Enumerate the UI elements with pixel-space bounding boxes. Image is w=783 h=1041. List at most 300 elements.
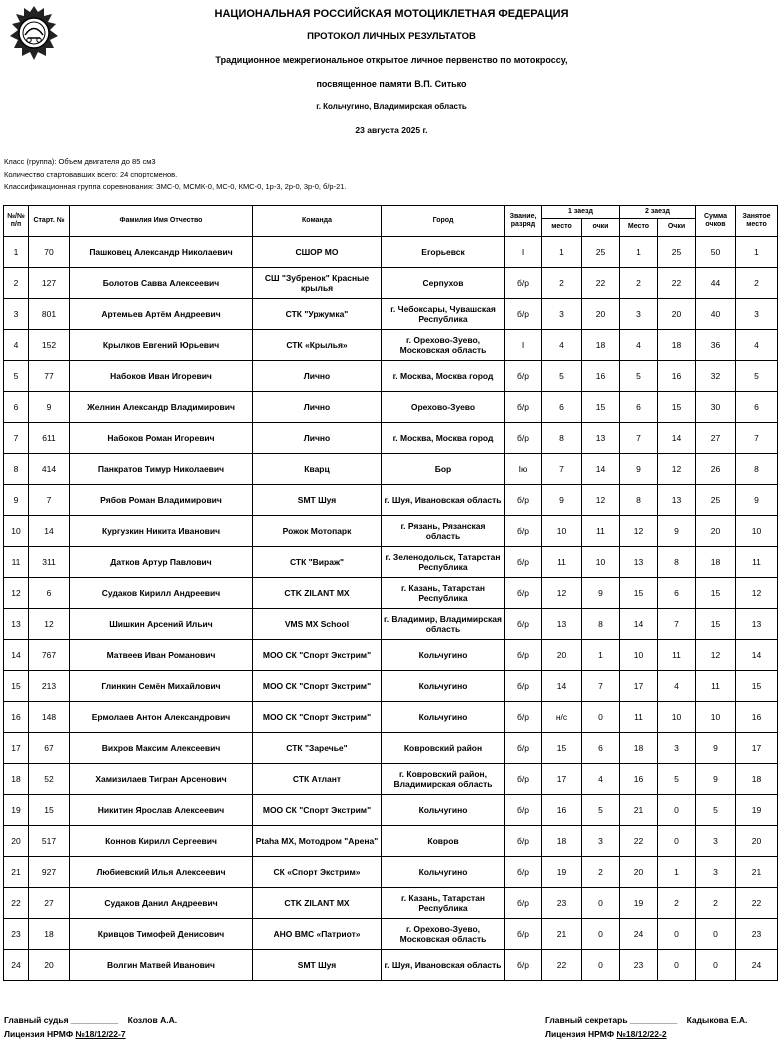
cell-final-place: 20 [736, 826, 778, 857]
cell-heat1-place: 14 [542, 671, 582, 702]
cell-no: 3 [4, 299, 29, 330]
cell-athlete-name: Набоков Роман Игоревич [70, 423, 253, 454]
cell-heat1-points: 0 [582, 919, 620, 950]
protocol-title: ПРОТОКОЛ ЛИЧНЫХ РЕЗУЛЬТАТОВ [307, 31, 476, 42]
chief-secretary-name: Кадыкова Е.А. [686, 1015, 748, 1025]
col-header-start: Старт. № [29, 206, 70, 237]
cell-city: г. Казань, Татарстан Республика [382, 888, 505, 919]
table-row [4, 609, 778, 640]
cell-points-sum: 3 [696, 826, 736, 857]
cell-heat2-points: 2 [658, 888, 696, 919]
cell-city: г. Зеленодольск, Татарстан Республика [382, 547, 505, 578]
cell-no: 18 [4, 764, 29, 795]
cell-no: 5 [4, 361, 29, 392]
cell-heat1-points: 13 [582, 423, 620, 454]
cell-rank: б/р [505, 764, 542, 795]
class-info: Класс (группа): Объем двигателя до 85 см3 [4, 157, 156, 166]
cell-team: VMS MX School [253, 609, 382, 640]
cell-rank: б/р [505, 795, 542, 826]
cell-athlete-name: Судаков Данил Андреевич [70, 888, 253, 919]
chief-secretary-license [545, 1029, 667, 1039]
cell-heat1-place: 7 [542, 454, 582, 485]
cell-no: 20 [4, 826, 29, 857]
cell-start-number: 927 [29, 857, 70, 888]
cell-start-number: 611 [29, 423, 70, 454]
cell-city: Ковров [382, 826, 505, 857]
cell-athlete-name: Любиевский Илья Алексеевич [70, 857, 253, 888]
cell-final-place: 10 [736, 516, 778, 547]
cell-city: Бор [382, 454, 505, 485]
table-row [4, 857, 778, 888]
cell-heat1-place: 20 [542, 640, 582, 671]
cell-points-sum: 32 [696, 361, 736, 392]
chief-judge-label: Главный судья __________ [4, 1015, 119, 1025]
cell-heat1-points: 20 [582, 299, 620, 330]
cell-athlete-name: Кургузкин Никита Иванович [70, 516, 253, 547]
cell-team: МОО СК "Спорт Экстрим" [253, 640, 382, 671]
cell-city: Орехово-Зуево [382, 392, 505, 423]
table-row [4, 671, 778, 702]
cell-rank: б/р [505, 268, 542, 299]
cell-city: Кольчугино [382, 671, 505, 702]
cell-heat2-place: 2 [620, 268, 658, 299]
cell-city: г. Владимир, Владимирская область [382, 609, 505, 640]
cell-team: Кварц [253, 454, 382, 485]
chief-secretary [545, 1015, 747, 1025]
cell-heat2-points: 11 [658, 640, 696, 671]
cell-heat2-points: 9 [658, 516, 696, 547]
cell-points-sum: 11 [696, 671, 736, 702]
cell-no: 9 [4, 485, 29, 516]
cell-heat1-points: 14 [582, 454, 620, 485]
cell-heat2-place: 24 [620, 919, 658, 950]
cell-city: г. Шуя, Ивановская область [382, 485, 505, 516]
cell-rank: б/р [505, 950, 542, 981]
cell-start-number: 517 [29, 826, 70, 857]
cell-heat2-points: 12 [658, 454, 696, 485]
chief-secretary-label: Главный секретарь __________ [545, 1015, 678, 1025]
cell-athlete-name: Глинкин Семён Михайлович [70, 671, 253, 702]
table-row [4, 454, 778, 485]
table-row [4, 237, 778, 268]
cell-no: 19 [4, 795, 29, 826]
cell-heat2-place: 15 [620, 578, 658, 609]
cell-rank: б/р [505, 609, 542, 640]
cell-heat2-points: 0 [658, 919, 696, 950]
cell-rank: б/р [505, 392, 542, 423]
table-row [4, 485, 778, 516]
cell-city: Серпухов [382, 268, 505, 299]
cell-heat2-place: 12 [620, 516, 658, 547]
cell-heat2-place: 7 [620, 423, 658, 454]
cell-points-sum: 44 [696, 268, 736, 299]
cell-rank: б/р [505, 733, 542, 764]
cell-city: г. Орехово-Зуево, Московская область [382, 919, 505, 950]
cell-athlete-name: Никитин Ярослав Алексеевич [70, 795, 253, 826]
cell-final-place: 2 [736, 268, 778, 299]
cell-heat2-points: 16 [658, 361, 696, 392]
cell-rank: I [505, 237, 542, 268]
cell-heat2-points: 5 [658, 764, 696, 795]
cell-heat1-points: 6 [582, 733, 620, 764]
cell-heat1-points: 4 [582, 764, 620, 795]
cell-team: Лично [253, 423, 382, 454]
cell-heat2-points: 8 [658, 547, 696, 578]
cell-final-place: 14 [736, 640, 778, 671]
table-row [4, 764, 778, 795]
cell-heat1-points: 0 [582, 702, 620, 733]
cell-heat2-place: 17 [620, 671, 658, 702]
cell-heat1-points: 18 [582, 330, 620, 361]
col-header-place2: Место [620, 219, 658, 237]
cell-start-number: 70 [29, 237, 70, 268]
table-row [4, 702, 778, 733]
cell-athlete-name: Судаков Кирилл Андреевич [70, 578, 253, 609]
cell-start-number: 14 [29, 516, 70, 547]
cell-heat2-place: 4 [620, 330, 658, 361]
cell-city: Кольчугино [382, 702, 505, 733]
cell-rank: б/р [505, 361, 542, 392]
cell-no: 13 [4, 609, 29, 640]
cell-heat2-place: 22 [620, 826, 658, 857]
table-row [4, 826, 778, 857]
chief-judge [4, 1015, 177, 1025]
cell-points-sum: 20 [696, 516, 736, 547]
cell-heat2-points: 1 [658, 857, 696, 888]
cell-athlete-name: Шишкин Арсений Ильич [70, 609, 253, 640]
cell-points-sum: 15 [696, 578, 736, 609]
table-row [4, 330, 778, 361]
cell-heat2-points: 22 [658, 268, 696, 299]
cell-final-place: 7 [736, 423, 778, 454]
cell-final-place: 6 [736, 392, 778, 423]
cell-heat1-points: 7 [582, 671, 620, 702]
qualification-group: Классификационная группа соревнования: ЗМС-0, МСМК-0, МС-0, КМС-0, 1р-3, 2р-0, 3р-0, б/р-21. [4, 182, 347, 191]
cell-heat1-place: 3 [542, 299, 582, 330]
cell-start-number: 20 [29, 950, 70, 981]
cell-heat2-points: 0 [658, 950, 696, 981]
cell-final-place: 3 [736, 299, 778, 330]
cell-heat2-points: 10 [658, 702, 696, 733]
cell-heat1-points: 12 [582, 485, 620, 516]
cell-heat1-points: 25 [582, 237, 620, 268]
cell-heat1-points: 16 [582, 361, 620, 392]
cell-final-place: 24 [736, 950, 778, 981]
cell-heat1-place: н/с [542, 702, 582, 733]
cell-heat2-points: 25 [658, 237, 696, 268]
cell-final-place: 1 [736, 237, 778, 268]
cell-heat1-place: 6 [542, 392, 582, 423]
table-row [4, 888, 778, 919]
starters-count: Количество стартовавших всего: 24 спортсменов. [4, 170, 178, 179]
cell-heat2-place: 14 [620, 609, 658, 640]
cell-team: СТК "Вираж" [253, 547, 382, 578]
cell-heat2-place: 13 [620, 547, 658, 578]
cell-rank: б/р [505, 547, 542, 578]
cell-no: 17 [4, 733, 29, 764]
cell-team: Рожок Мотопарк [253, 516, 382, 547]
cell-athlete-name: Крылков Евгений Юрьевич [70, 330, 253, 361]
col-header-place1: место [542, 219, 582, 237]
cell-heat2-points: 20 [658, 299, 696, 330]
cell-athlete-name: Пашковец Александр Николаевич [70, 237, 253, 268]
col-header-points1: очки [582, 219, 620, 237]
cell-athlete-name: Панкратов Тимур Николаевич [70, 454, 253, 485]
cell-points-sum: 12 [696, 640, 736, 671]
cell-team: СШОР МО [253, 237, 382, 268]
cell-heat2-points: 6 [658, 578, 696, 609]
cell-athlete-name: Датков Артур Павлович [70, 547, 253, 578]
cell-athlete-name: Коннов Кирилл Сергеевич [70, 826, 253, 857]
cell-city: г. Орехово-Зуево, Московская область [382, 330, 505, 361]
cell-start-number: 27 [29, 888, 70, 919]
cell-rank: б/р [505, 299, 542, 330]
cell-team: СТК Атлант [253, 764, 382, 795]
cell-heat1-place: 12 [542, 578, 582, 609]
cell-city: Кольчугино [382, 857, 505, 888]
cell-points-sum: 30 [696, 392, 736, 423]
cell-heat1-points: 0 [582, 950, 620, 981]
cell-rank: I [505, 330, 542, 361]
cell-heat1-place: 23 [542, 888, 582, 919]
cell-city: г. Рязань, Рязанская область [382, 516, 505, 547]
cell-final-place: 22 [736, 888, 778, 919]
cell-heat1-points: 10 [582, 547, 620, 578]
col-header-final: Занятое место [736, 206, 778, 237]
cell-heat1-points: 0 [582, 888, 620, 919]
cell-heat1-place: 16 [542, 795, 582, 826]
cell-heat2-points: 14 [658, 423, 696, 454]
cell-rank: б/р [505, 578, 542, 609]
cell-rank: б/р [505, 919, 542, 950]
cell-athlete-name: Набоков Иван Игоревич [70, 361, 253, 392]
table-row [4, 578, 778, 609]
cell-heat2-place: 21 [620, 795, 658, 826]
col-header-points2: Очки [658, 219, 696, 237]
cell-heat2-place: 20 [620, 857, 658, 888]
cell-team: МОО СК "Спорт Экстрим" [253, 702, 382, 733]
cell-heat1-place: 4 [542, 330, 582, 361]
cell-start-number: 148 [29, 702, 70, 733]
table-row [4, 950, 778, 981]
cell-heat2-place: 8 [620, 485, 658, 516]
cell-athlete-name: Рябов Роман Владимирович [70, 485, 253, 516]
cell-heat1-place: 8 [542, 423, 582, 454]
cell-points-sum: 50 [696, 237, 736, 268]
cell-start-number: 414 [29, 454, 70, 485]
cell-points-sum: 2 [696, 888, 736, 919]
chief-secretary-license-number: №18/12/22-2 [616, 1029, 667, 1039]
cell-rank: б/р [505, 485, 542, 516]
cell-heat1-points: 22 [582, 268, 620, 299]
cell-heat2-points: 15 [658, 392, 696, 423]
cell-team: Лично [253, 361, 382, 392]
cell-rank: б/р [505, 671, 542, 702]
cell-rank: б/р [505, 516, 542, 547]
cell-city: г. Казань, Татарстан Республика [382, 578, 505, 609]
cell-heat1-points: 15 [582, 392, 620, 423]
cell-no: 6 [4, 392, 29, 423]
cell-start-number: 152 [29, 330, 70, 361]
table-row [4, 268, 778, 299]
cell-rank: б/р [505, 640, 542, 671]
cell-heat1-place: 2 [542, 268, 582, 299]
cell-heat2-place: 18 [620, 733, 658, 764]
chief-judge-license [4, 1029, 126, 1039]
cell-final-place: 12 [736, 578, 778, 609]
cell-city: Кольчугино [382, 795, 505, 826]
cell-no: 15 [4, 671, 29, 702]
cell-final-place: 4 [736, 330, 778, 361]
cell-heat1-points: 8 [582, 609, 620, 640]
cell-heat2-place: 9 [620, 454, 658, 485]
cell-start-number: 7 [29, 485, 70, 516]
cell-heat2-points: 0 [658, 795, 696, 826]
cell-start-number: 9 [29, 392, 70, 423]
cell-city: г. Чебоксары, Чувашская Республика [382, 299, 505, 330]
cell-rank: б/р [505, 888, 542, 919]
results-body [4, 237, 778, 981]
cell-final-place: 18 [736, 764, 778, 795]
cell-city: г. Ковровский район, Владимирская область [382, 764, 505, 795]
cell-heat2-points: 0 [658, 826, 696, 857]
cell-city: г. Шуя, Ивановская область [382, 950, 505, 981]
cell-athlete-name: Желнин Александр Владимирович [70, 392, 253, 423]
cell-rank: Iю [505, 454, 542, 485]
cell-points-sum: 36 [696, 330, 736, 361]
cell-athlete-name: Ермолаев Антон Александрович [70, 702, 253, 733]
cell-heat1-place: 13 [542, 609, 582, 640]
cell-points-sum: 5 [696, 795, 736, 826]
table-row [4, 919, 778, 950]
cell-heat1-place: 22 [542, 950, 582, 981]
event-location: г. Кольчугино, Владимирская область [316, 102, 467, 111]
cell-points-sum: 9 [696, 764, 736, 795]
cell-heat1-points: 3 [582, 826, 620, 857]
cell-points-sum: 9 [696, 733, 736, 764]
cell-points-sum: 26 [696, 454, 736, 485]
cell-heat1-place: 15 [542, 733, 582, 764]
cell-city: г. Москва, Москва город [382, 361, 505, 392]
cell-heat1-place: 18 [542, 826, 582, 857]
table-row [4, 547, 778, 578]
cell-heat2-points: 13 [658, 485, 696, 516]
cell-start-number: 127 [29, 268, 70, 299]
cell-start-number: 311 [29, 547, 70, 578]
cell-heat2-place: 19 [620, 888, 658, 919]
cell-heat2-place: 5 [620, 361, 658, 392]
cell-points-sum: 0 [696, 950, 736, 981]
cell-start-number: 52 [29, 764, 70, 795]
cell-team: АНО ВМС «Патриот» [253, 919, 382, 950]
table-row [4, 423, 778, 454]
cell-team: МОО СК "Спорт Экстрим" [253, 795, 382, 826]
cell-start-number: 767 [29, 640, 70, 671]
cell-points-sum: 10 [696, 702, 736, 733]
chief-judge-name: Козлов А.А. [127, 1015, 178, 1025]
table-row [4, 640, 778, 671]
cell-rank: б/р [505, 702, 542, 733]
cell-heat1-place: 10 [542, 516, 582, 547]
event-date: 23 августа 2025 г. [355, 125, 428, 135]
cell-athlete-name: Волгин Матвей Иванович [70, 950, 253, 981]
cell-no: 24 [4, 950, 29, 981]
col-header-city: Город [382, 206, 505, 237]
event-title: Традиционное межрегиональное открытое личное первенство по мотокроссу, [215, 55, 568, 65]
cell-heat1-place: 21 [542, 919, 582, 950]
table-row [4, 733, 778, 764]
cell-heat1-points: 11 [582, 516, 620, 547]
cell-rank: б/р [505, 423, 542, 454]
cell-team: SMT Шуя [253, 950, 382, 981]
cell-heat1-place: 1 [542, 237, 582, 268]
cell-heat2-points: 7 [658, 609, 696, 640]
cell-team: СТК «Крылья» [253, 330, 382, 361]
cell-start-number: 801 [29, 299, 70, 330]
cell-no: 12 [4, 578, 29, 609]
cell-no: 7 [4, 423, 29, 454]
cell-final-place: 5 [736, 361, 778, 392]
cell-final-place: 13 [736, 609, 778, 640]
cell-athlete-name: Матвеев Иван Романович [70, 640, 253, 671]
chief-judge-license-number: №18/12/22-7 [75, 1029, 126, 1039]
col-header-name: Фамилия Имя Отчество [70, 206, 253, 237]
federation-title: НАЦИОНАЛЬНАЯ РОССИЙСКАЯ МОТОЦИКЛЕТНАЯ ФЕДЕРАЦИЯ [214, 8, 569, 20]
table-row [4, 299, 778, 330]
cell-team: CTK ZILANT MX [253, 888, 382, 919]
cell-no: 16 [4, 702, 29, 733]
cell-team: СТК "Заречье" [253, 733, 382, 764]
cell-athlete-name: Хамизилаев Тигран Арсенович [70, 764, 253, 795]
cell-final-place: 16 [736, 702, 778, 733]
cell-heat1-place: 9 [542, 485, 582, 516]
col-header-heat2: 2 заезд [620, 206, 696, 219]
col-header-heat1: 1 заезд [542, 206, 620, 219]
table-row [4, 795, 778, 826]
cell-heat1-place: 17 [542, 764, 582, 795]
cell-rank: б/р [505, 857, 542, 888]
cell-final-place: 21 [736, 857, 778, 888]
cell-start-number: 77 [29, 361, 70, 392]
results-table [3, 205, 778, 981]
col-header-rank: Звание, разряд [505, 206, 542, 237]
cell-city: г. Москва, Москва город [382, 423, 505, 454]
cell-heat2-points: 18 [658, 330, 696, 361]
cell-points-sum: 18 [696, 547, 736, 578]
cell-no: 8 [4, 454, 29, 485]
cell-heat1-place: 19 [542, 857, 582, 888]
event-dedication: посвященное памяти В.П. Ситько [316, 79, 467, 89]
cell-final-place: 8 [736, 454, 778, 485]
cell-athlete-name: Вихров Максим Алексеевич [70, 733, 253, 764]
table-row [4, 361, 778, 392]
cell-points-sum: 40 [696, 299, 736, 330]
cell-final-place: 11 [736, 547, 778, 578]
cell-points-sum: 0 [696, 919, 736, 950]
cell-heat1-points: 5 [582, 795, 620, 826]
cell-athlete-name: Артемьев Артём Андреевич [70, 299, 253, 330]
cell-rank: б/р [505, 826, 542, 857]
cell-start-number: 18 [29, 919, 70, 950]
cell-start-number: 67 [29, 733, 70, 764]
cell-heat1-place: 5 [542, 361, 582, 392]
cell-city: Кольчугино [382, 640, 505, 671]
cell-city: Ковровский район [382, 733, 505, 764]
cell-no: 10 [4, 516, 29, 547]
cell-heat2-points: 4 [658, 671, 696, 702]
cell-no: 11 [4, 547, 29, 578]
cell-team: СК «Спорт Экстрим» [253, 857, 382, 888]
